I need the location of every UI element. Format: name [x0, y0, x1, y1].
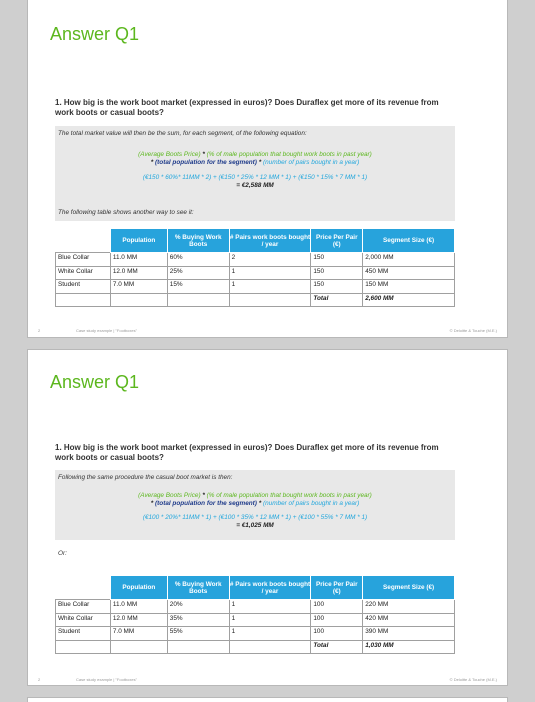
table-total-row: [56, 640, 455, 654]
slide-title: Answer Q1: [50, 24, 140, 44]
eq-pairs: (number of pairs bought in a year): [262, 159, 360, 166]
question-text: 1. How big is the work boot market (expressed in euros)? Does Duraflex get more of its revenue from work boots or casual boots?: [55, 98, 439, 117]
eq-total-pop: (total population for the segment): [155, 159, 257, 166]
segment-table: [55, 575, 455, 654]
table-cell: 420 MM: [363, 613, 455, 627]
table-cell: 1: [229, 280, 311, 294]
question-text: 1. How big is the work boot market (expressed in euros)? Does Duraflex get more of its revenue from work boots or casual boots?: [55, 443, 439, 462]
table-cell: White Collar: [56, 613, 111, 627]
table-row: [56, 253, 455, 267]
table-cell: 12.0 MM: [110, 613, 167, 627]
total-label: Total: [311, 640, 363, 654]
table-cell: 150: [311, 266, 363, 280]
header-population: Population: [110, 576, 167, 600]
table-cell: 150: [311, 280, 363, 294]
total-value: 2,600 MM: [363, 293, 455, 307]
slide-3-partial: [27, 697, 508, 702]
table-cell: 25%: [167, 266, 229, 280]
header-segment-size: Segment Size (€): [363, 576, 455, 600]
table-row: [56, 627, 455, 641]
table-cell: 7.0 MM: [110, 627, 167, 641]
table-cell: 1: [229, 613, 311, 627]
footer-copyright: © Deloitte & Touche (M.E.): [449, 328, 497, 333]
equation-result: = €2,588 MM: [236, 182, 274, 189]
eq-avg-price: (Average Boots Price): [138, 492, 201, 499]
table-cell: 55%: [167, 627, 229, 641]
table-cell: 100: [311, 627, 363, 641]
table-cell: Student: [56, 280, 111, 294]
equation-line-2: * (total population for the segment) * (number of pairs bought in a year): [150, 500, 360, 507]
total-label: Total: [311, 293, 363, 307]
header-pct-buying: % Buying Work Boots: [167, 576, 229, 600]
table-cell: 100: [311, 613, 363, 627]
table-cell: 390 MM: [363, 627, 455, 641]
segment-table: [55, 228, 455, 307]
intro-text: Following the same procedure the casual boot market is then:: [58, 474, 233, 481]
table-row: [56, 613, 455, 627]
table-row: [56, 266, 455, 280]
table-cell: 20%: [167, 600, 229, 614]
follow-text: The following table shows another way to see it:: [58, 209, 194, 216]
intro-text: The total market value will then be the sum, for each segment, of the following equation:: [58, 130, 307, 137]
table-row: [56, 600, 455, 614]
table-cell: 450 MM: [363, 266, 455, 280]
table-cell: Student: [56, 627, 111, 641]
table-cell: 1: [229, 627, 311, 641]
table-cell: 60%: [167, 253, 229, 267]
table-cell: 1: [229, 266, 311, 280]
table-cell: 11.0 MM: [110, 253, 167, 267]
eq-total-pop: (total population for the segment): [155, 500, 257, 507]
page-number: 2: [38, 328, 41, 333]
header-price: Price Per Pair (€): [311, 576, 363, 600]
header-price: Price Per Pair (€): [311, 229, 363, 253]
footer-case: Case study example | "Footboxes": [76, 328, 138, 333]
table-cell: 7.0 MM: [110, 280, 167, 294]
header-population: Population: [110, 229, 167, 253]
equation-box: [55, 126, 455, 221]
header-pairs: # Pairs work boots bought / year: [229, 229, 311, 253]
equation-result: = €1,025 MM: [236, 522, 274, 529]
table-cell: 2,000 MM: [363, 253, 455, 267]
eq-pct-male: (% of male population that bought work boots in past year): [206, 492, 372, 499]
table-cell: 12.0 MM: [110, 266, 167, 280]
header-segment-size: Segment Size (€): [363, 229, 455, 253]
eq-avg-price: (Average Boots Price): [138, 151, 201, 158]
equation-line-1: (Average Boots Price) * (% of male population that bought work boots in past year): [138, 492, 372, 499]
table-cell: 220 MM: [363, 600, 455, 614]
footer-case: Case study example | "Footboxes": [76, 677, 138, 682]
table-cell: Blue Collar: [56, 600, 111, 614]
slide-title: Answer Q1: [50, 372, 140, 392]
table-cell: White Collar: [56, 266, 111, 280]
slide-2: [27, 349, 508, 686]
table-cell: 11.0 MM: [110, 600, 167, 614]
equation-line-1: (Average Boots Price) * (% of male population that bought work boots in past year): [138, 151, 372, 158]
table-cell: 15%: [167, 280, 229, 294]
table-cell: 150 MM: [363, 280, 455, 294]
equation-calc: (€100 * 20%* 11MM * 1) + (€100 * 35% * 12 MM * 1) + (€100 * 55% * 7 MM * 1): [142, 514, 368, 521]
equation-line-2: * (total population for the segment) * (number of pairs bought in a year): [150, 159, 360, 166]
total-value: 1,030 MM: [363, 640, 455, 654]
table-row: [56, 280, 455, 294]
table-total-row: [56, 293, 455, 307]
slide-1: [27, 0, 508, 338]
footer-copyright: © Deloitte & Touche (M.E.): [449, 677, 497, 682]
header-pairs: # Pairs work boots bought / year: [229, 576, 311, 600]
eq-pairs: (number of pairs bought in a year): [262, 500, 360, 507]
eq-pct-male: (% of male population that bought work boots in past year): [206, 151, 372, 158]
table-cell: 2: [229, 253, 311, 267]
table-cell: 35%: [167, 613, 229, 627]
header-pct-buying: % Buying Work Boots: [167, 229, 229, 253]
table-cell: Blue Collar: [56, 253, 111, 267]
page-number: 2: [38, 677, 41, 682]
table-cell: 150: [311, 253, 363, 267]
equation-box: [55, 470, 455, 540]
or-label: Or:: [58, 550, 67, 557]
equation-calc: (€150 * 60%* 11MM * 2) + (€150 * 25% * 12 MM * 1) + (€150 * 15% * 7 MM * 1): [142, 174, 368, 181]
table-cell: 100: [311, 600, 363, 614]
table-cell: 1: [229, 600, 311, 614]
